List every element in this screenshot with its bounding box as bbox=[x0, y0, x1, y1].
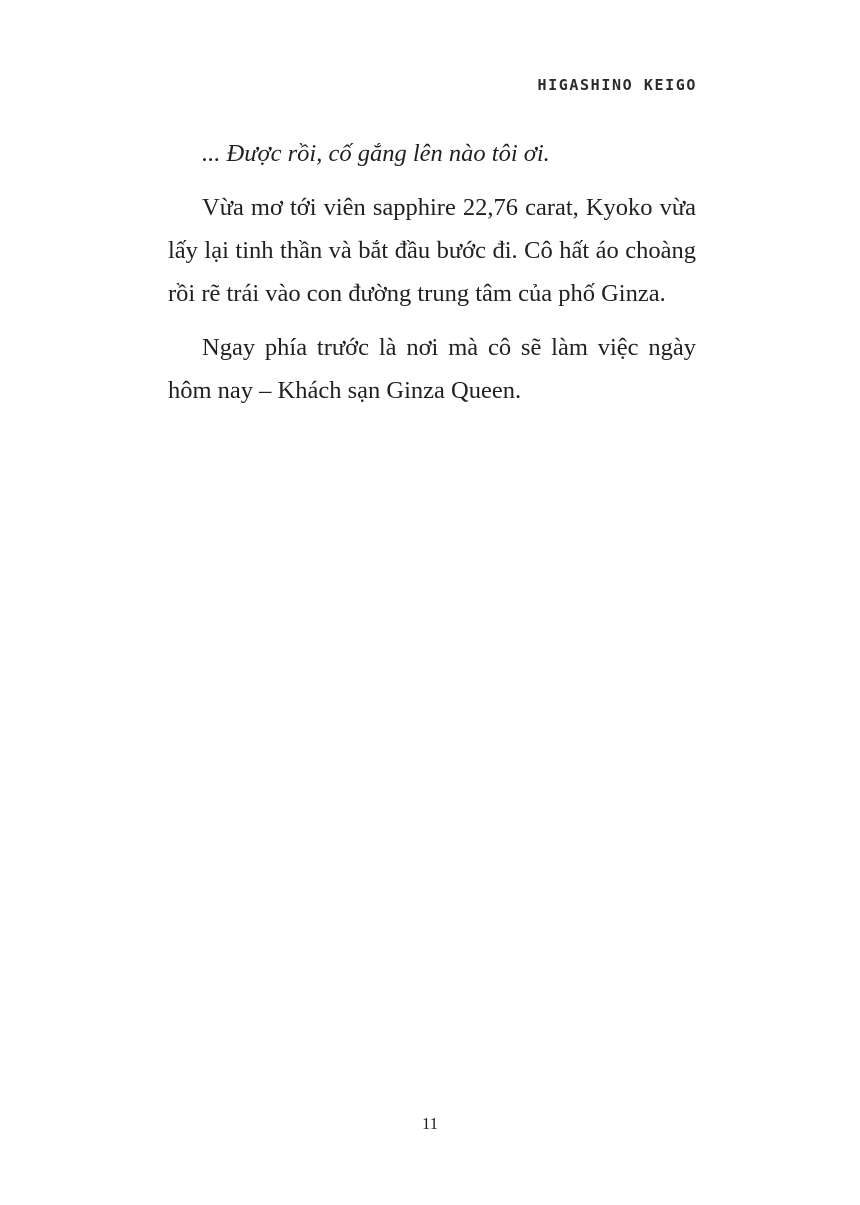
running-header-author: HIGASHINO KEIGO bbox=[537, 76, 697, 94]
paragraph-sapphire: Vừa mơ tới viên sapphire 22,76 carat, Kyoko vừa lấy lại tinh thần và bắt đầu bước đi. Cô hất áo choàng rồi rẽ trái vào con đường trung tâm của phố Ginza. bbox=[168, 194, 696, 307]
paragraph-inner-thought: ... Được rồi, cố gắng lên nào tôi ơi. bbox=[202, 140, 550, 167]
page-number: 11 bbox=[421, 1114, 439, 1133]
body-text bbox=[168, 132, 696, 423]
paragraph-hotel: Ngay phía trước là nơi mà cô sẽ làm việc ngày hôm nay – Khách sạn Ginza Queen. bbox=[168, 334, 696, 404]
